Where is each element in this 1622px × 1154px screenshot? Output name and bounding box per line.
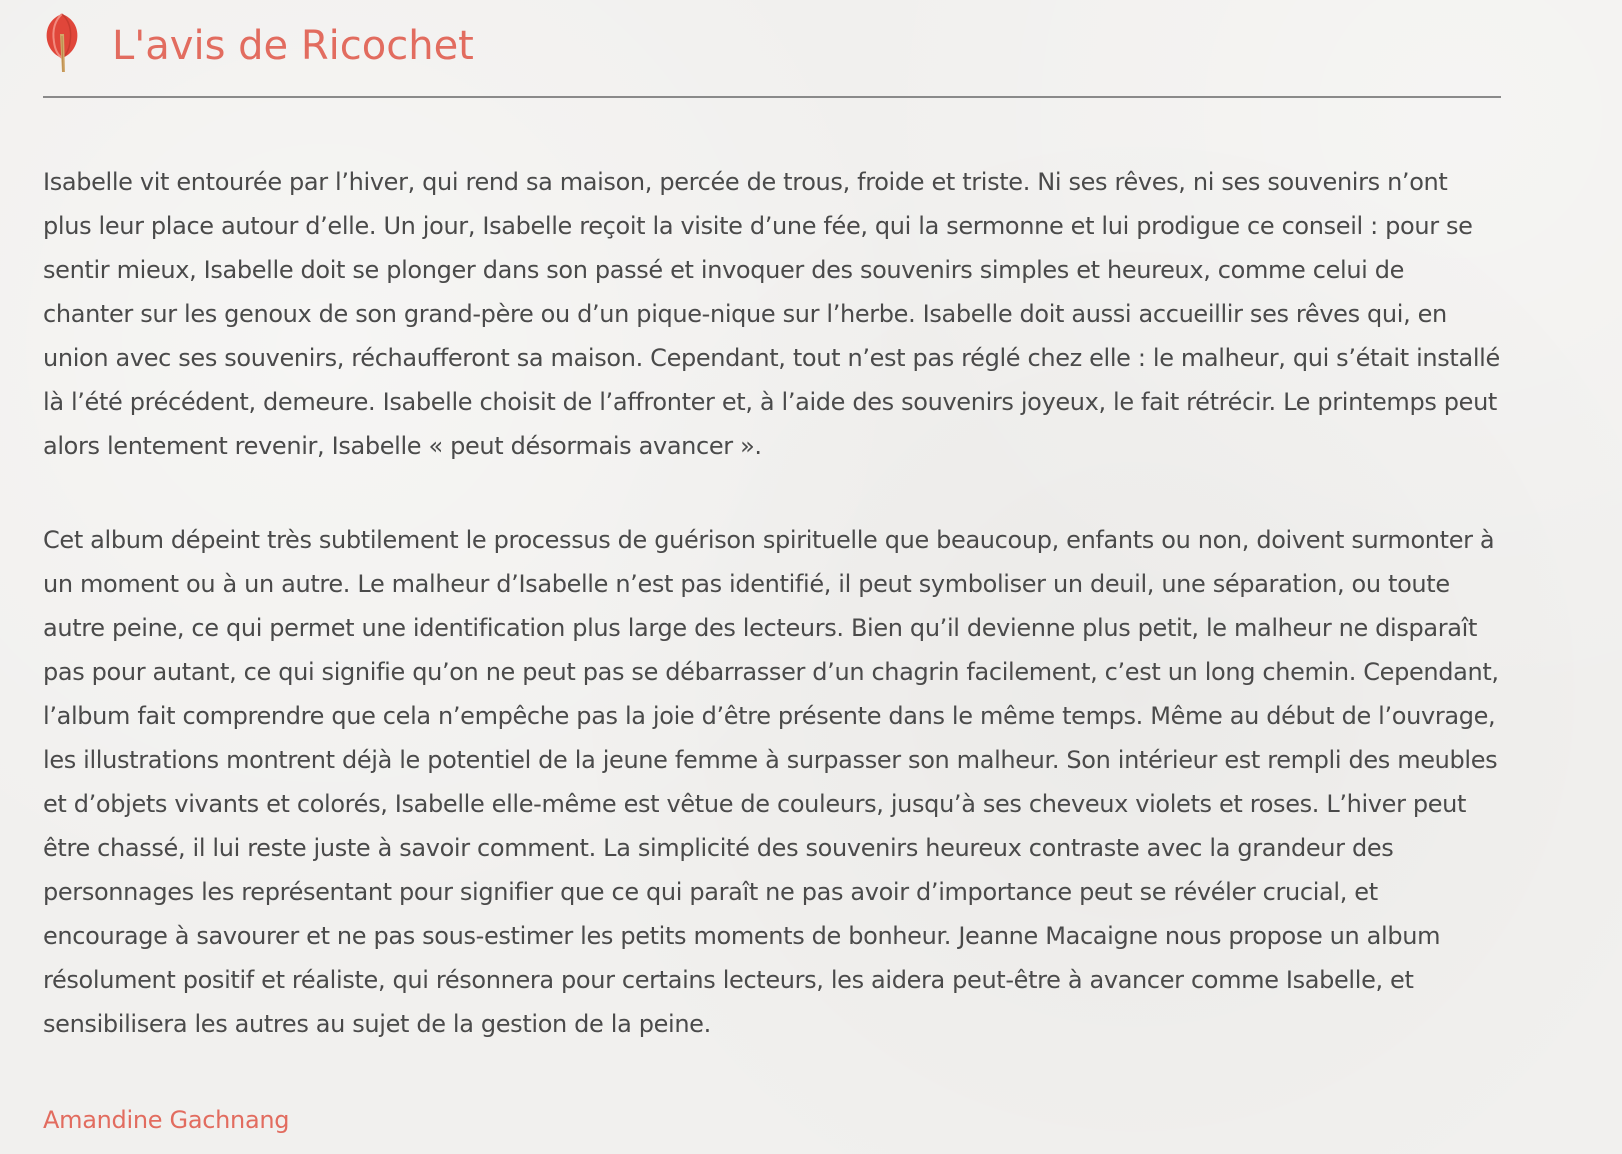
author-name: Amandine Gachnang [43, 1106, 290, 1134]
leaf-icon [43, 12, 81, 74]
review-paragraph: Cet album dépeint très subtilement le processus de guérison spirituelle que beaucoup, enfants ou non, doivent surmonter à un moment ou à un autre. Le malheur d’Isabelle n’est pas identifié, il peut symboliser un deuil, une séparation, ou toute autre peine, ce qui permet une identification plus large des lecteurs. Bien qu’il devienne plus petit, le malheur ne disparaît pas pour autant, ce qui signifie qu’on ne peut pas se débarrasser d’un chagrin facilement, c’est un long chemin. Cependant, l’album fait comprendre que cela n’empêche pas la joie d’être présente dans le même temps. Même au début de l’ouvrage, les illustrations montrent déjà le potentiel de la jeune femme à surpasser son malheur. Son intérieur est rempli des meubles et d’objets vivants et colorés, Isabelle elle-même est vêtue de couleurs, jusqu’à ses cheveux violets et roses. L’hiver peut être chassé, il lui reste juste à savoir comment. La simplicité des souvenirs heureux contraste avec la grandeur des personnages les représentant pour signifier que ce qui paraît ne pas avoir d’importance peut se révéler crucial, et encourage à savourer et ne pas sous-estimer les petits moments de bonheur. Jeanne Macaigne nous propose un album résolument positif et réaliste, qui résonnera pour certains lecteurs, les aidera peut-être à avancer comme Isabelle, et sensibilisera les autres au sujet de la gestion de la peine. [43, 526, 1499, 1038]
section-header [43, 0, 1501, 98]
review-body [43, 160, 1501, 1046]
review-paragraph: Isabelle vit entourée par l’hiver, qui rend sa maison, percée de trous, froide et triste. Ni ses rêves, ni ses souvenirs n’ont plus leur place autour d’elle. Un jour, Isabelle reçoit la visite d’une fée, qui la sermonne et lui prodigue ce conseil : pour se sentir mieux, Isabelle doit se plonger dans son passé et invoquer des souvenirs simples et heureux, comme celui de chanter sur les genoux de son grand-père ou d’un pique-nique sur l’herbe. Isabelle doit aussi accueillir ses rêves qui, en union avec ses souvenirs, réchaufferont sa maison. Cependant, tout n’est pas réglé chez elle : le malheur, qui s’était installé là l’été précédent, demeure. Isabelle choisit de l’affronter et, à l’aide des souvenirs joyeux, le fait rétrécir. Le printemps peut alors lentement revenir, Isabelle « peut désormais avancer ». [43, 168, 1500, 460]
page-title: L'avis de Ricochet [112, 23, 474, 69]
review-section [43, 0, 1501, 1134]
